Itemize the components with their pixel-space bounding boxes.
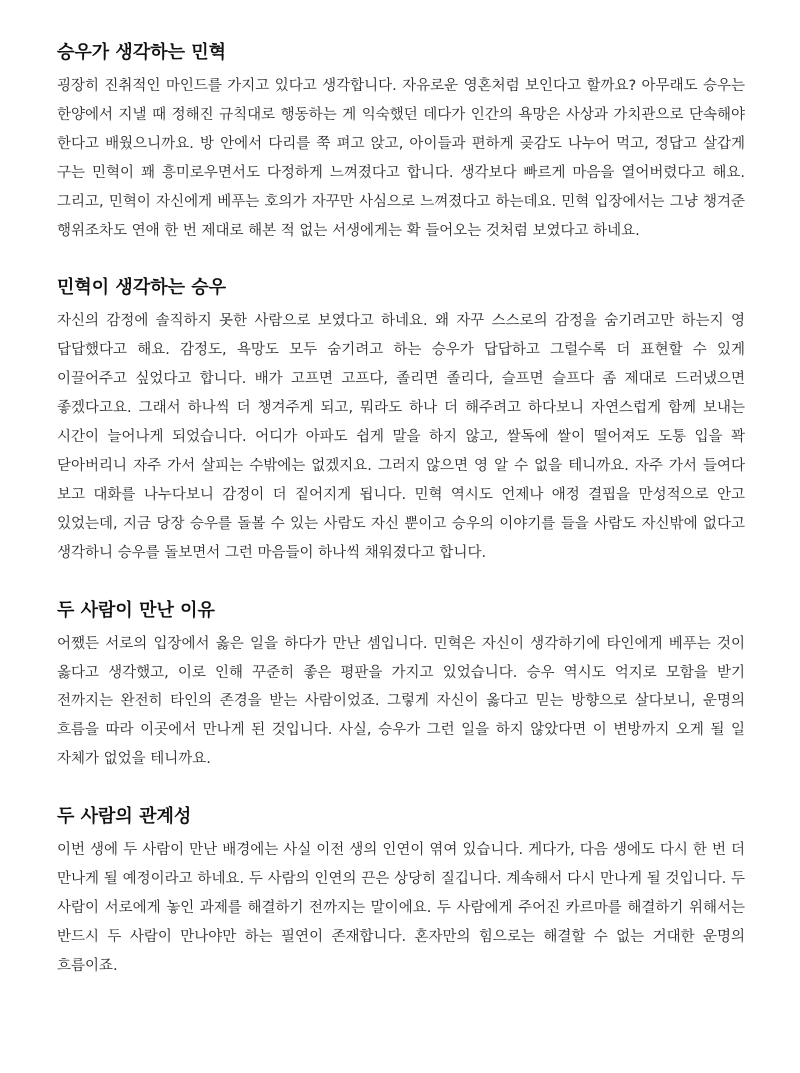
section-paragraph: 이번 생에 두 사람이 만난 배경에는 사실 이전 생의 인연이 엮여 있습니다. 게다가, 다음 생에도 다시 한 번 더 만나게 될 예정이라고 하네요. 두 사람의 인연의 끈은 상당히 질깁니다. 계속해서 다시 만나게 될 것입니다. 두 사람이 서로에게 놓인 과제를 해결하기 전까지는 말이에요. 두 사람에게 주어진 카르마를 해결하기 위해서는 반드시 두 사람이 만나야만 하는 필연이 존재합니다. 혼자만의 힘으로는 해결할 수 없는 거대한 운명의 흐름이죠. bbox=[57, 842, 745, 974]
section-seungwoo-view bbox=[57, 40, 745, 245]
section-title: 승우가 생각하는 민혁 bbox=[57, 42, 227, 63]
section-relationship bbox=[57, 804, 745, 981]
section-why-they-met bbox=[57, 598, 745, 775]
section-title: 두 사람이 만난 이유 bbox=[57, 599, 215, 621]
section-minhyuk-view bbox=[57, 275, 745, 567]
section-paragraph: 어쨌든 서로의 입장에서 옳은 일을 하다가 만난 셈입니다. 민혁은 자신이 생각하기에 타인에게 베푸는 것이 옳다고 생각했고, 이로 인해 꾸준히 좋은 평판을 가지고 있었습니다. 승우 역시도 억지로 모함을 받기 전까지는 완전히 타인의 존경을 받는 사람이었죠. 그렇게 자신이 옳다고 믿는 방향으로 살다보니, 운명의 흐름을 따라 이곳에서 만나게 된 것입니다. 사실, 승우가 그런 일을 하지 않았다면 이 변방까지 오게 될 일 자체가 없었을 테니까요. bbox=[57, 635, 745, 768]
section-title: 두 사람의 관계성 bbox=[57, 806, 192, 828]
section-paragraph: 굉장히 진취적인 마인드를 가지고 있다고 생각합니다. 자유로운 영혼처럼 보인다고 할까요? 아무래도 승우는 한양에서 지낼 때 정해진 규칙대로 행동하는 게 익숙했던 데다가 인간의 욕망은 사상과 가치관으로 단속해야 한다고 배웠으니까요. 방 안에서 다리를 쭉 펴고 앉고, 아이들과 편하게 곶감도 나누어 먹고, 정답고 살갑게 구는 민혁이 꽤 흥미로우면서도 다정하게 느껴졌다고 합니다. 생각보다 빠르게 마음을 열어버렸다고 해요. 그리고, 민혁이 자신에게 베푸는 호의가 자꾸만 사심으로 느껴졌다고 하는데요. 민혁 입장에서는 그냥 챙겨준 행위조차도 연애 한 번 제대로 해본 적 없는 서생에게는 확 들어오는 것처럼 보였다고 하네요. bbox=[57, 78, 745, 239]
section-paragraph: 자신의 감정에 솔직하지 못한 사람으로 보였다고 하네요. 왜 자꾸 스스로의 감정을 숨기려고만 하는지 영 답답했다고 해요. 감정도, 욕망도 모두 숨기려고 하는 승우가 답답하고 그럴수록 더 표현할 수 있게 이끌어주고 싶었다고 합니다. 배가 고프면 고프다, 졸리면 졸리다, 슬프면 슬프다 좀 제대로 드러냈으면 좋겠다고요. 그래서 하나씩 더 챙겨주게 되고, 뭐라도 하나 더 해주려고 하다보니 자연스럽게 함께 보내는 시간이 늘어나게 되었습니다. 어디가 아파도 쉽게 말을 하지 않고, 쌀독에 쌀이 떨어져도 도통 입을 꽉 닫아버리니 자주 가서 살피는 수밖에는 없겠지요. 그러지 않으면 영 알 수 없을 테니까요. 자주 가서 들여다 보고 대화를 나누다보니 감정이 더 짙어지게 됩니다. 민혁 역시도 언제나 애정 결핍을 만성적으로 안고 있었는데, 지금 당장 승우를 돌볼 수 있는 사람도 자신 뿐이고 승우의 이야기를 들을 사람도 자신밖에 없다고 생각하니 승우를 돌보면서 그런 마음들이 하나씩 채워졌다고 합니다. bbox=[57, 313, 745, 561]
section-title: 민혁이 생각하는 승우 bbox=[57, 277, 227, 299]
document-page bbox=[57, 40, 745, 981]
